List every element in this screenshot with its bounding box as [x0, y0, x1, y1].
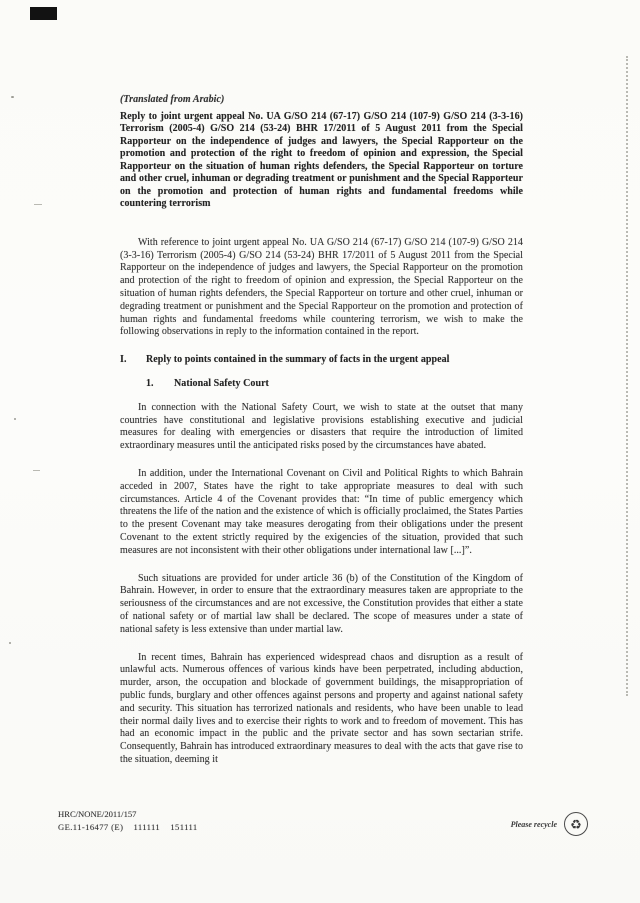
recycle-icon: ♻ [564, 812, 588, 836]
paragraph-covenant: In addition, under the International Covenant on Civil and Political Rights to which Bahrain acceded in 2007, States have the right to take appropriate measures to deal with such circumstances. Article 4 of the Covenant provides that: “In time of public emergency which threatens the life of the nation and the existence of which is officially proclaimed, the States Parties to the present Covenant may take measures derogating from their obligations under the present Covenant to the extent strictly required by the exigencies of the situation, provided that such measures are not inconsistent with their other obligations under international law [...]”. [120, 467, 523, 556]
paragraph-recent-times: In recent times, Bahrain has experienced widespread chaos and disruption as a result of unlawful acts. Numerous offences of various kinds have been perpetrated, including abduction, murder, arson, the occupation and blockade of government buildings, the misappropriation of public funds, burglary and other offences against persons and property and against national safety and security. This situation has terrorized nationals and residents, who have been unable to lead their normal daily lives and to exercise their rights to work and to freedom of movement. This has had an economic impact in the public and the private sector and has sown sectarian strife. Consequently, Bahrain has introduced extraordinary measures to deal with the acts that gave rise to the situation, deeming it [120, 651, 523, 765]
scan-speck [11, 96, 14, 98]
ge-distribution-line: GE.11-16477 (E) 111111 151111 [58, 821, 198, 832]
scan-artifact-right-edge-dots [626, 56, 628, 696]
document-title: Reply to joint urgent appeal No. UA G/SO 214 (67-17) G/SO 214 (107-9) G/SO 214 (3-3-16) Terrorism (2005-4) G/SO 214 (53-24) BHR 17/2011 of 5 August 2011 from the Special Rapporteur on the independence of judges and lawyers, the Special Rapporteur on the promotion and protection of the right to freedom of opinion and expression, the Special Rapporteur on the situation of human rights defenders, the Special Rapporteur on torture and other cruel, inhuman or degrading treatment or punishment and the Special Rapporteur on the promotion and protection of human rights and fundamental freedoms while countering terrorism [120, 110, 523, 210]
scan-dash [33, 470, 40, 471]
intro-paragraph: With reference to joint urgent appeal No. UA G/SO 214 (67-17) G/SO 214 (107-9) G/SO 214 (3-3-16) Terrorism (2005-4) G/SO 214 (53-24) BHR 17/2011 of 5 August 2011 from the Special Rapporteur on the independence of judges and lawyers, the Special Rapporteur on the promotion and protection of the right to freedom of opinion and expression, the Special Rapporteur on the situation of human rights defenders, the Special Rapporteur on torture and other cruel, inhuman or degrading treatment or punishment and the Special Rapporteur on the promotion and protection of human rights and fundamental freedoms while countering terrorism, we wish to make the following observations in reply to the information contained in the report. [120, 236, 523, 338]
paragraph-constitution: Such situations are provided for under article 36 (b) of the Constitution of the Kingdom of Bahrain. However, in order to ensure that the extraordinary measures taken are appropriate to the seriousness of the circumstances and are not excessive, the Constitution provides that either a state of national safety or of martial law shall be declared. The scope of measures under a state of national safety is less extensive than under martial law. [120, 572, 523, 635]
document-symbol: HRC/NONE/2011/157 [58, 809, 137, 819]
subsection-heading [146, 378, 523, 391]
paragraph-national-safety-court: In connection with the National Safety Court, we wish to state at the outset that many countries have constitutional and legislative provisions establishing executive and judicial measures for dealing with emergencies or disasters that require the introduction of limited extraordinary measures until the anticipated risks posed by the circumstances have abated. [120, 401, 523, 452]
footer-document-ids [58, 808, 198, 833]
scan-speck [9, 642, 11, 644]
section-title: Reply to points contained in the summary of facts in the urgent appeal [146, 354, 450, 366]
document-body [120, 94, 523, 782]
subsection-number: 1. [146, 377, 154, 389]
subsection-title: National Safety Court [174, 377, 269, 389]
scan-dash [34, 204, 42, 205]
translated-from-note: (Translated from Arabic) [120, 94, 225, 105]
scan-artifact-corner-mark [30, 7, 57, 20]
scan-speck [14, 418, 16, 420]
recycle-label: Please recycle [510, 819, 557, 829]
section-number: I. [120, 354, 127, 366]
section-heading [120, 354, 523, 367]
footer-recycle [511, 812, 588, 836]
